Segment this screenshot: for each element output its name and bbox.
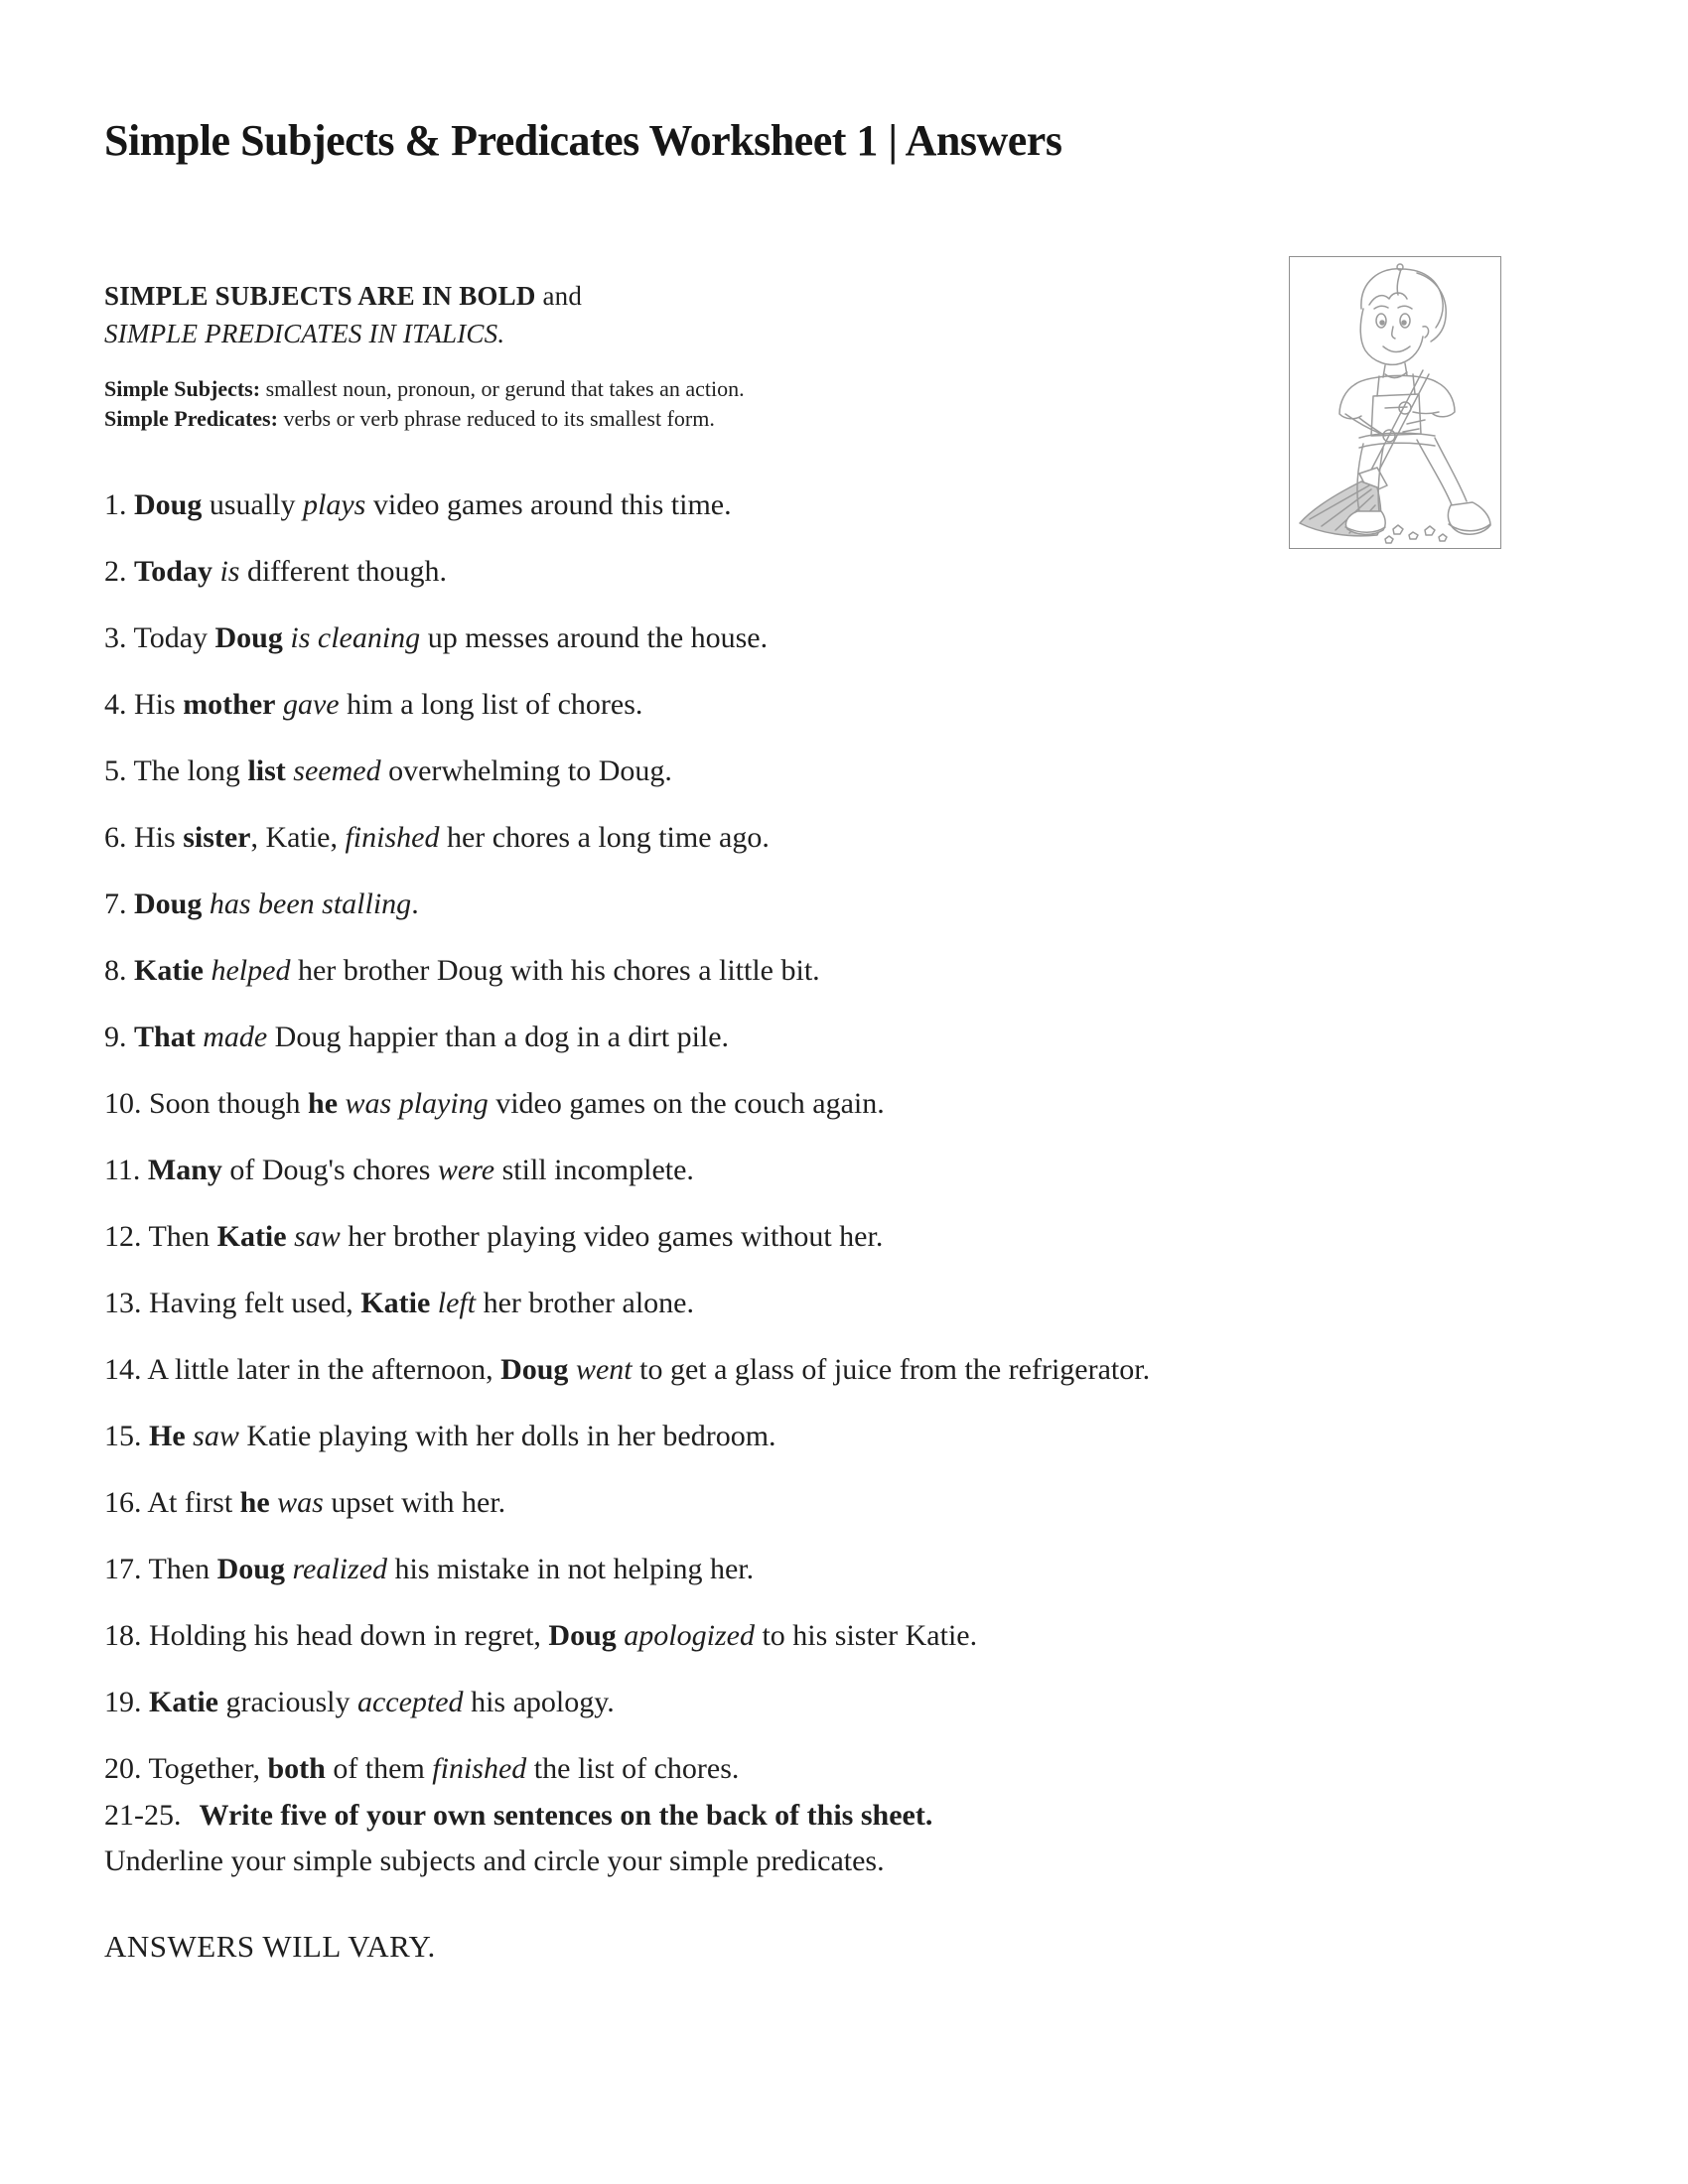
sentence-segment: her brother Doug with his chores a little bit.: [290, 954, 820, 987]
definition-label: Simple Predicates:: [104, 406, 278, 431]
sentence-1: [104, 485, 732, 525]
sentence-segment: him a long list of chores.: [339, 688, 643, 721]
sentence-segment: to get a glass of juice from the refrigerator.: [632, 1353, 1151, 1386]
sentence-segment: Katie playing with her dolls in her bedroom.: [238, 1420, 776, 1452]
sentence-segment: 1.: [104, 488, 134, 521]
sentence-segment: the list of chores.: [526, 1752, 740, 1785]
sentence-segment: 19.: [104, 1686, 149, 1718]
sentence-17: [104, 1550, 754, 1589]
sentence-segment: made: [203, 1021, 268, 1053]
sentence-segment: He: [149, 1420, 186, 1452]
sentence-segment: 6. His: [104, 821, 184, 854]
sentence-segment: to his sister Katie.: [754, 1619, 978, 1652]
sentence-segment: 13. Having felt used,: [104, 1287, 361, 1319]
sentence-segment: 16. At first: [104, 1486, 240, 1519]
sentence-segment: 20. Together,: [104, 1752, 268, 1785]
sentence-segment: Doug: [134, 887, 203, 920]
sentence-segment: [338, 1087, 346, 1120]
sentence-segment: 2.: [104, 555, 134, 588]
definition-text: verbs or verb phrase reduced to its smallest form.: [277, 406, 715, 431]
sentence-segment: plays: [303, 488, 366, 521]
sentence-segment: list: [247, 754, 286, 787]
sentence-segment: of Doug's chores: [221, 1154, 438, 1186]
sentence-segment: , Katie,: [250, 821, 346, 854]
task-underline-line: Underline your simple subjects and circle your simple predicates.: [104, 1844, 885, 1877]
sentence-segment: saw: [294, 1220, 341, 1253]
sentence-segment: Doug: [134, 488, 203, 521]
sentence-16: [104, 1483, 505, 1523]
sentence-segment: Doug: [500, 1353, 569, 1386]
sentence-15: [104, 1417, 776, 1456]
sentence-segment: his mistake in not helping her.: [387, 1553, 755, 1585]
sentence-segment: were: [437, 1154, 495, 1186]
sentence-6: [104, 818, 770, 858]
sentence-segment: left: [437, 1287, 477, 1319]
sentence-19: [104, 1683, 615, 1722]
sentence-segment: gave: [282, 688, 340, 721]
sentence-segment: has been stalling: [209, 887, 412, 920]
sentence-segment: of them: [325, 1752, 433, 1785]
sentence-segment: he: [308, 1087, 339, 1120]
definition-label: Simple Subjects:: [104, 376, 261, 401]
sentence-20: [104, 1749, 739, 1789]
sentence-segment: both: [267, 1752, 326, 1785]
sentence-segment: That: [134, 1021, 196, 1053]
sentence-segment: 15.: [104, 1420, 149, 1452]
sentence-segment: went: [575, 1353, 633, 1386]
sentence-segment: saw: [193, 1420, 239, 1452]
sentence-segment: 14. A little later in the afternoon,: [104, 1353, 501, 1386]
sentence-5: [104, 751, 672, 791]
sentence-segment: Doug: [214, 621, 283, 654]
sentence-14: [104, 1350, 1150, 1390]
sentence-segment: finished: [345, 821, 440, 854]
instruction-line-1: [104, 281, 582, 312]
sentence-segment: accepted: [356, 1686, 464, 1718]
sentence-segment: 3. Today: [104, 621, 215, 654]
sentence-segment: was: [277, 1486, 324, 1519]
sentence-2: [104, 552, 447, 592]
sentence-segment: helped: [211, 954, 291, 987]
sentence-segment: [202, 887, 210, 920]
sentence-segment: realized: [292, 1553, 388, 1585]
sentence-segment: 8.: [104, 954, 134, 987]
sentence-segment: video games on the couch again.: [488, 1087, 885, 1120]
sentence-segment: 10. Soon though: [104, 1087, 309, 1120]
sentence-segment: apologized: [624, 1619, 755, 1652]
sentence-segment: her brother playing video games without her.: [340, 1220, 884, 1253]
sentence-segment: video games around this time.: [365, 488, 732, 521]
sentence-segment: Katie: [134, 954, 204, 987]
sentence-segment: 11.: [104, 1154, 148, 1186]
sentence-segment: [287, 1220, 295, 1253]
sentence-segment: is cleaning: [290, 621, 421, 654]
definition-text: smallest noun, pronoun, or gerund that takes an action.: [260, 376, 745, 401]
sentence-segment: 12. Then: [104, 1220, 217, 1253]
sentence-11: [104, 1151, 694, 1190]
boy-sweeping-illustration: [1290, 257, 1500, 548]
sentence-4: [104, 685, 642, 725]
sentence-segment: up messes around the house.: [420, 621, 769, 654]
sentence-segment: Many: [147, 1154, 222, 1186]
instruction-bold-text: SIMPLE SUBJECTS ARE IN BOLD: [104, 281, 536, 311]
sentence-segment: 4. His: [104, 688, 184, 721]
sentence-segment: [568, 1353, 576, 1386]
sentence-segment: graciously: [217, 1686, 357, 1718]
sentence-segment: was playing: [345, 1087, 489, 1120]
sentence-18: [104, 1616, 977, 1656]
sentence-3: [104, 618, 768, 658]
sentence-10: [104, 1084, 885, 1124]
sentence-segment: 7.: [104, 887, 134, 920]
sentence-segment: seemed: [293, 754, 381, 787]
sentence-segment: Today: [134, 555, 212, 588]
sentence-segment: Katie: [216, 1220, 287, 1253]
sentence-8: [104, 951, 820, 991]
sentence-segment: sister: [183, 821, 251, 854]
sentence-segment: 9.: [104, 1021, 134, 1053]
sentence-segment: Katie: [360, 1287, 431, 1319]
sentence-segment: usually: [202, 488, 304, 521]
sentence-segment: finished: [432, 1752, 527, 1785]
instruction-line-2: SIMPLE PREDICATES IN ITALICS.: [104, 319, 505, 348]
sentence-segment: he: [239, 1486, 270, 1519]
instruction-and-text: and: [535, 281, 583, 311]
sentence-segment: Doug: [216, 1553, 285, 1585]
page-title: Simple Subjects & Predicates Worksheet 1 | Answers: [104, 116, 1062, 165]
sentence-13: [104, 1284, 694, 1323]
sentence-segment: 17. Then: [104, 1553, 217, 1585]
sentence-segment: his apology.: [463, 1686, 615, 1718]
definition-simple-subjects: [104, 376, 745, 402]
sentence-9: [104, 1018, 729, 1057]
sentence-7: [104, 885, 419, 924]
sentence-12: [104, 1217, 883, 1257]
task-bold-text: Write five of your own sentences on the back of this sheet.: [199, 1799, 933, 1832]
sentence-segment: Doug: [548, 1619, 617, 1652]
sentence-segment: upset with her.: [323, 1486, 506, 1519]
sentence-segment: [430, 1287, 438, 1319]
sentence-segment: .: [411, 887, 419, 920]
sentence-segment: [275, 688, 283, 721]
answers-will-vary-note: ANSWERS WILL VARY.: [104, 1929, 436, 1964]
definition-simple-predicates: [104, 406, 715, 432]
sentence-segment: her chores a long time ago.: [439, 821, 770, 854]
sentence-segment: 18. Holding his head down in regret,: [104, 1619, 549, 1652]
sentence-segment: 5. The long: [104, 754, 248, 787]
task-range: 21-25.: [104, 1799, 182, 1832]
sentence-segment: still incomplete.: [494, 1154, 694, 1186]
boy-sweeping-image: [1289, 256, 1501, 549]
sentence-segment: overwhelming to Doug.: [380, 754, 672, 787]
sentence-segment: her brother alone.: [476, 1287, 694, 1319]
sentence-segment: Doug happier than a dog in a dirt pile.: [267, 1021, 730, 1053]
sentence-segment: different though.: [239, 555, 448, 588]
sentence-segment: Katie: [149, 1686, 218, 1718]
sentence-segment: mother: [183, 688, 276, 721]
sentence-segment: is: [219, 555, 240, 588]
task-21-25-line: [104, 1799, 932, 1833]
